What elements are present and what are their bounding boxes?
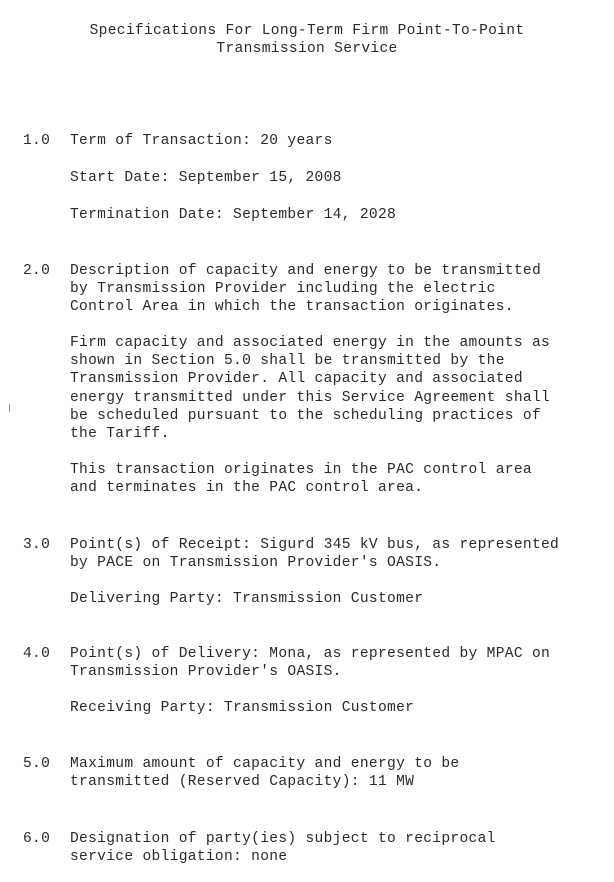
section-5-paragraph-1 [70,755,600,791]
section-number: 3.0 [23,537,51,553]
section-number: 6.0 [23,831,51,847]
paragraph-line: and terminates in the PAC control area. [70,480,424,497]
section-number: 5.0 [23,756,51,772]
paragraph-line: shown in Section 5.0 shall be transmitted by the [70,353,505,370]
section-number: 2.0 [23,263,51,279]
paragraph-line: the Tariff. [70,426,170,443]
paragraph-line: Control Area in which the transaction originates. [70,299,514,316]
paragraph-line: This transaction originates in the PAC control area [70,462,532,478]
section-2-paragraph-1 [70,262,600,317]
paragraph-line: transmitted (Reserved Capacity): 11 MW [70,774,415,791]
paragraph-line: Firm capacity and associated energy in the amounts as [70,335,551,351]
termination-date: Termination Date: September 14, 2028 [70,207,397,223]
section-body [70,132,600,150]
title-line-1: Specifications For Long-Term Firm Point-To-Point [89,23,525,39]
delivering-party: Delivering Party: Transmission Customer [70,591,424,607]
paragraph-line: Maximum amount of capacity and energy to be [70,756,460,772]
paragraph-line: Point(s) of Delivery: Mona, as represented by MPAC on [70,646,551,662]
section-2-paragraph-3 [70,461,600,497]
section-4-paragraph-1 [70,645,600,681]
paragraph-line: Transmission Provider. All capacity and associated [70,371,523,388]
paragraph-line: Description of capacity and energy to be transmitted [70,263,541,279]
section-6-paragraph-1 [70,830,600,866]
paragraph-line: be scheduled pursuant to the scheduling practices of [70,407,541,424]
title-line-2: Transmission Service [216,41,398,58]
section-number: 1.0 [23,133,51,149]
section-2-paragraph-2 [70,334,600,443]
paragraph-line: by Transmission Provider including the electric [70,281,496,298]
section-number: 4.0 [23,646,51,662]
paragraph-line: Transmission Provider's OASIS. [70,664,342,681]
paragraph-line: Point(s) of Receipt: Sigurd 345 kV bus, as represented [70,537,560,553]
section-3-paragraph-1 [70,536,600,572]
receiving-party: Receiving Party: Transmission Customer [70,700,415,716]
paragraph-line: by PACE on Transmission Provider's OASIS. [70,555,442,572]
paragraph-line: service obligation: none [70,849,288,866]
document-title [0,22,614,58]
paragraph-line: Designation of party(ies) subject to reciprocal [70,831,496,847]
paragraph-line: energy transmitted under this Service Agreement shall [70,389,551,406]
term-of-transaction: Term of Transaction: 20 years [70,133,333,149]
scan-artifact [9,404,10,412]
start-date: Start Date: September 15, 2008 [70,170,342,186]
